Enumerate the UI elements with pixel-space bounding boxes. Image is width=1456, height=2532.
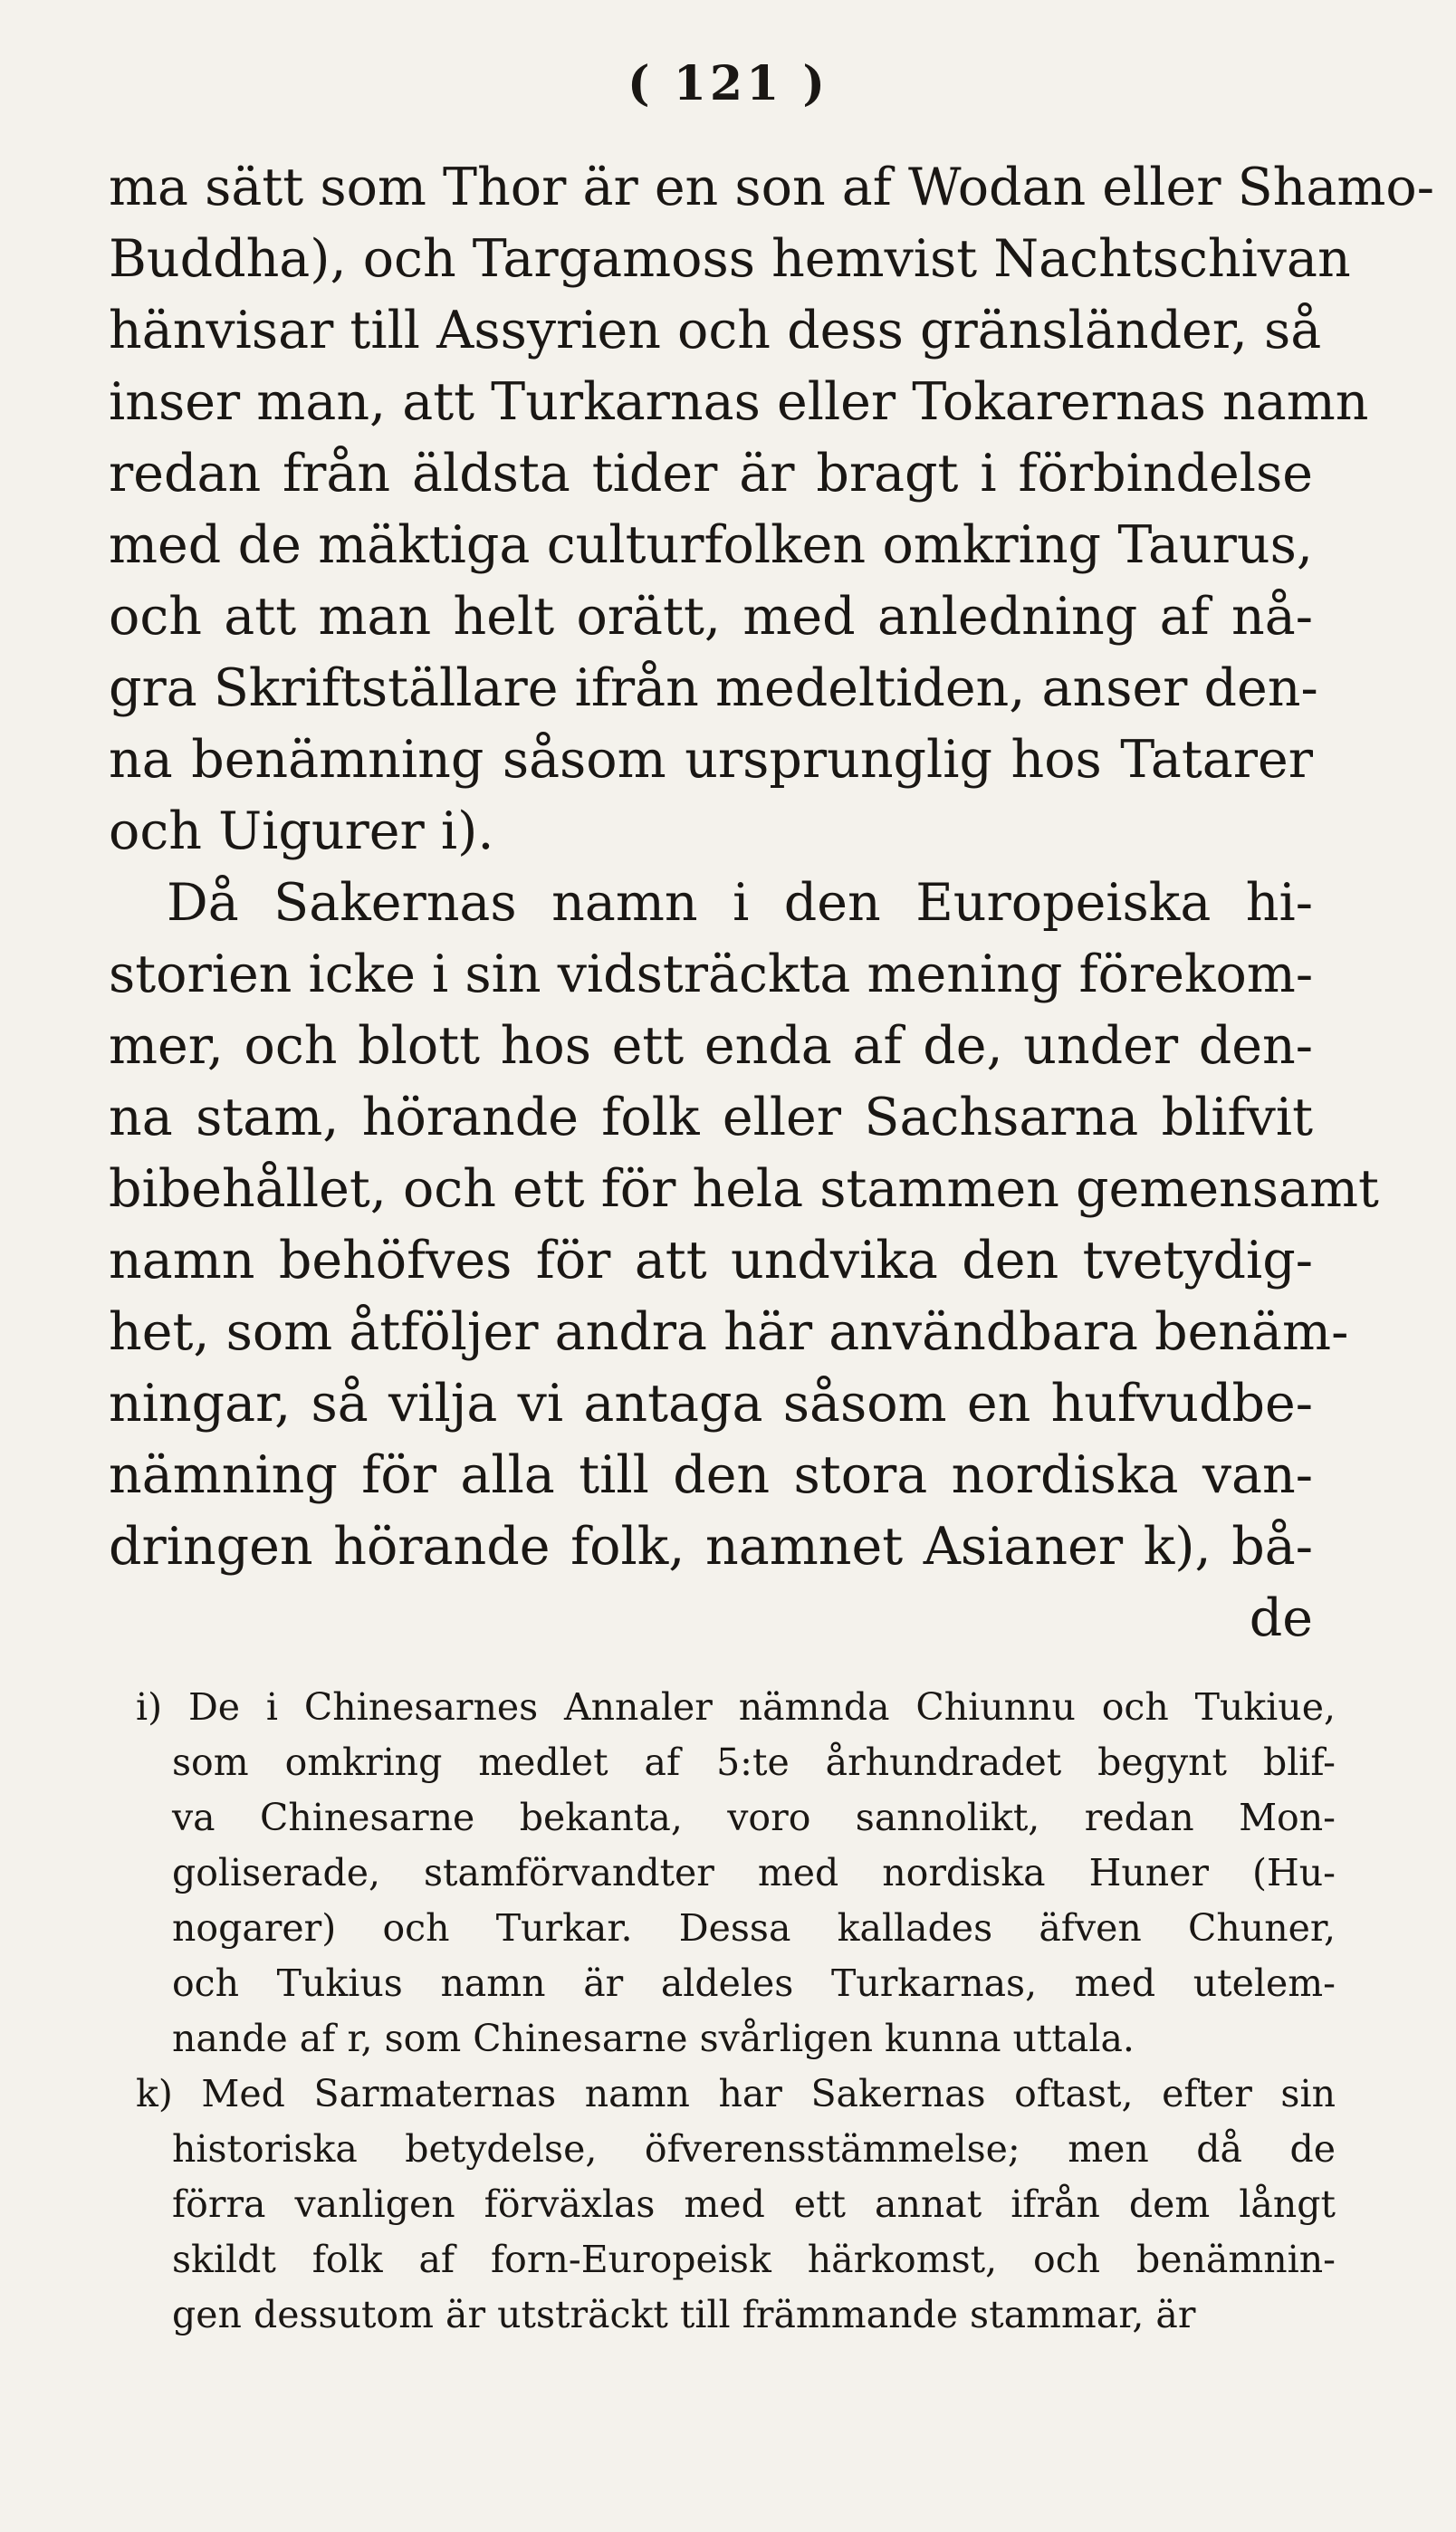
text-line: redan från äldsta tider är bragt i förbindelse xyxy=(109,444,1313,504)
text-line: och att man helt orätt, med anledning af nå- xyxy=(109,587,1313,647)
footnote-line: som omkring medlet af 5:te århundradet begynt blif- xyxy=(172,1741,1336,1784)
text-line: na benämning såsom ursprunglig hos Tatarer xyxy=(109,730,1313,790)
footnote-line: och Tukius namn är aldeles Turkarnas, med utelem- xyxy=(172,1961,1336,2005)
text-line: inser man, att Turkarnas eller Tokarernas namn xyxy=(109,372,1369,432)
text-line: ma sätt som Thor är en son af Wodan eller Shamo- xyxy=(109,158,1434,217)
footnote-line: nande af r, som Chinesarne svårligen kunna uttala. xyxy=(172,2017,1135,2060)
catchword: de xyxy=(1249,1588,1313,1648)
footnote-line: va Chinesarne bekanta, voro sannolikt, redan Mon- xyxy=(172,1796,1336,1839)
text-line: gra Skriftställare ifrån medeltiden, anser den- xyxy=(109,658,1318,718)
footnote-line: i) De i Chinesarnes Annaler nämnda Chiunnu och Tukiue, xyxy=(136,1685,1336,1729)
text-line: bibehållet, och ett för hela stammen gemensamt xyxy=(109,1159,1379,1219)
text-line: ningar, så vilja vi antaga såsom en hufvudbe- xyxy=(109,1374,1313,1434)
text-line: namn behöfves för att undvika den tvetydig- xyxy=(109,1231,1313,1290)
footnote-k xyxy=(136,2067,1336,2343)
paragraph-start-line: Då Sakernas namn i den Europeiska hi- xyxy=(167,873,1313,933)
page-number: ( 121 ) xyxy=(627,56,829,111)
text-line: mer, och blott hos ett enda af de, under den- xyxy=(109,1016,1313,1076)
footnote-line: förra vanligen förväxlas med ett annat ifrån dem långt xyxy=(172,2182,1336,2226)
text-line: och Uigurer i). xyxy=(109,801,494,861)
footnote-line: historiska betydelse, öfverensstämmelse; men då de xyxy=(172,2127,1336,2171)
text-line: med de mäktiga culturfolken omkring Taurus, xyxy=(109,515,1313,575)
footnote-line: k) Med Sarmaternas namn har Sakernas oftast, efter sin xyxy=(136,2072,1336,2115)
footnote-line: goliserade, stamförvandter med nordiska Huner (Hu- xyxy=(172,1851,1336,1894)
footnote-line: nogarer) och Turkar. Dessa kallades äfven Chuner, xyxy=(172,1906,1336,1950)
text-line: hänvisar till Assyrien och dess gränsländer, så xyxy=(109,301,1322,360)
text-line: nämning för alla till den stora nordiska van- xyxy=(109,1445,1313,1505)
text-line: dringen hörande folk, namnet Asianer k), bå- xyxy=(109,1517,1313,1577)
main-text xyxy=(109,152,1434,1654)
text-line: het, som åtföljer andra här användbara benäm- xyxy=(109,1302,1349,1362)
footnote-line: skildt folk af forn-Europeisk härkomst, och benämnin- xyxy=(172,2238,1336,2281)
text-line: storien icke i sin vidsträckta mening förekom- xyxy=(109,945,1314,1004)
footnotes xyxy=(136,1680,1336,2343)
text-line: na stam, hörande folk eller Sachsarna blifvit xyxy=(109,1088,1313,1147)
text-line: Buddha), och Targamoss hemvist Nachtschivan xyxy=(109,229,1351,289)
footnote-line: gen dessutom är utsträckt till främmande stammar, är xyxy=(172,2293,1196,2336)
footnote-i xyxy=(136,1680,1336,2067)
